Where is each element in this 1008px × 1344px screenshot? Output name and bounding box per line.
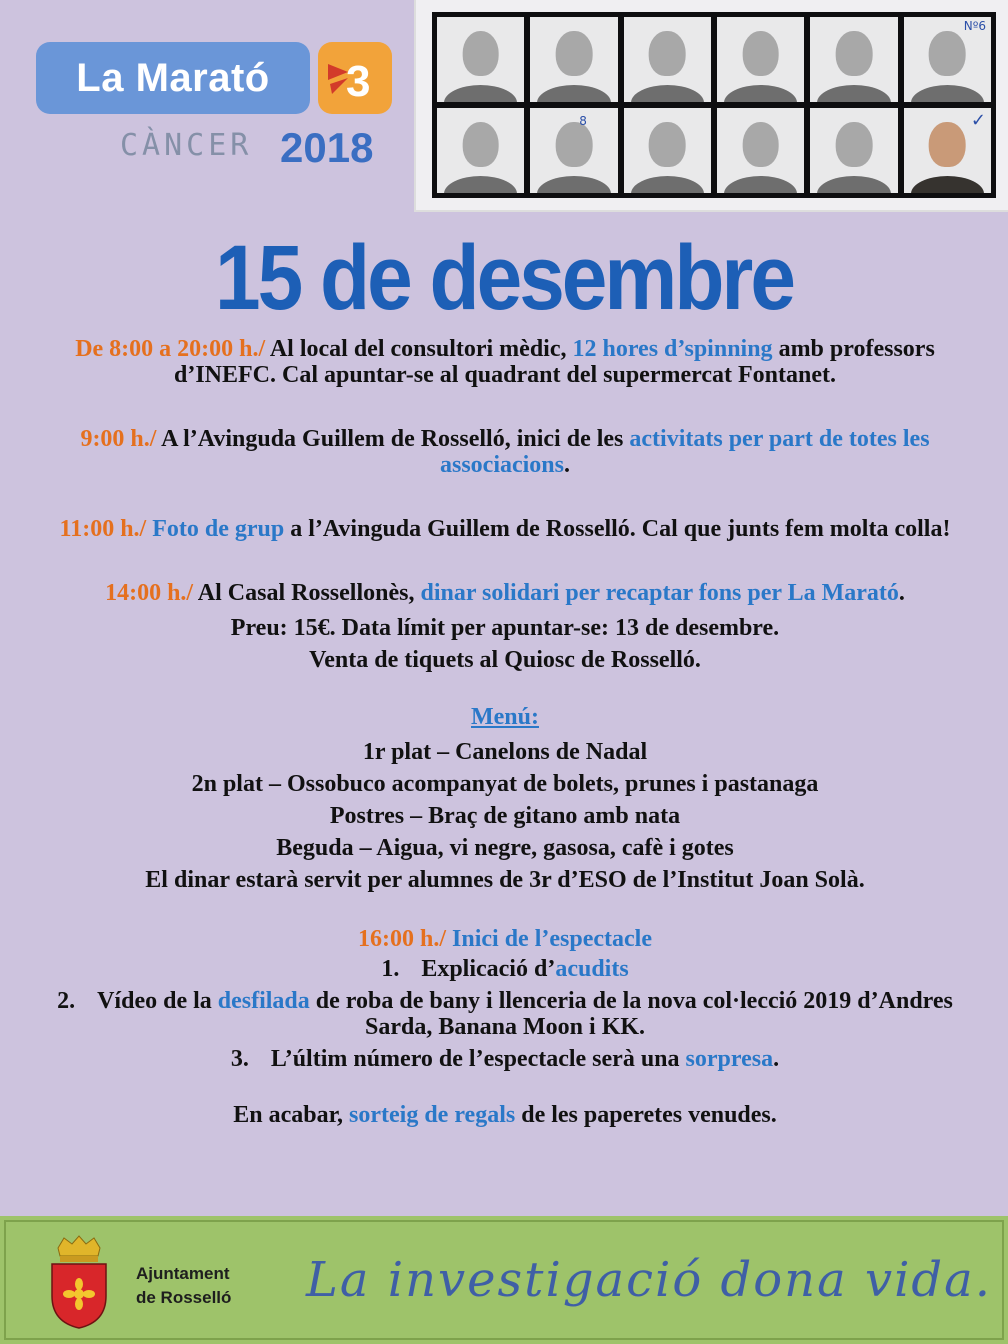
show-item-number: 3.	[230, 1046, 249, 1072]
event-group-photo	[50, 516, 960, 542]
show-heading	[50, 924, 960, 954]
show-section	[50, 924, 960, 1074]
event-highlight: activitats per part de totes les associacions	[439, 426, 930, 478]
portrait-grid	[432, 12, 996, 198]
campaign-category: CÀNCER	[120, 128, 253, 163]
menu-item: 2n plat – Ossobuco acompanyat de bolets, prunes i pastanaga	[191, 771, 819, 797]
show-item-text: de roba de bany i llenceria de la nova col·lecció 2019 d’Andres Sarda, Banana Moon i KK.	[309, 988, 953, 1040]
coat-of-arms-icon	[48, 1234, 110, 1330]
show-title: Inici de l’espectacle	[446, 926, 652, 952]
show-item-number: 1.	[381, 956, 400, 982]
show-item-highlight: sorpresa	[685, 1046, 774, 1072]
program-content	[50, 336, 960, 1128]
event-highlight: dinar solidari per recaptar fons per La Marató	[420, 580, 899, 606]
show-item	[50, 954, 960, 984]
event-text: Al local del consultori mèdic,	[265, 336, 573, 362]
town-council-line: de Rosselló	[136, 1288, 232, 1307]
event-text: amb professors d’INEFC. Cal apuntar-se al quadrant del supermercat Fontanet.	[173, 336, 935, 388]
portrait-photo	[810, 17, 897, 102]
event-text: A l’Avinguda Guillem de Rosselló, inici de les	[156, 426, 630, 452]
tv3-logo	[318, 42, 392, 114]
closing-text: En acabar,	[233, 1102, 350, 1128]
photo-mark: Nº6	[963, 19, 986, 33]
campaign-year: 2018	[280, 124, 374, 171]
show-item-number: 2.	[57, 988, 76, 1014]
event-text: .	[898, 580, 905, 606]
footer-banner	[0, 1216, 1008, 1344]
menu-title: Menú:	[471, 704, 539, 730]
closing-highlight: sorteig de regals	[349, 1102, 516, 1128]
event-time: 11:00 h./	[59, 516, 147, 542]
show-time: 16:00 h./	[358, 926, 447, 952]
show-item-text: Vídeo de la	[97, 988, 218, 1014]
portrait-photo-strip	[414, 0, 1008, 212]
menu-item: 1r plat – Canelons de Nadal	[362, 739, 648, 765]
portrait-photo	[810, 108, 897, 193]
event-spinning	[50, 336, 960, 388]
town-council-name	[136, 1262, 231, 1310]
show-item-text: .	[773, 1046, 780, 1072]
show-item	[50, 1044, 960, 1074]
event-highlight: 12 hores d’spinning	[572, 336, 773, 362]
event-highlight: Foto de grup	[152, 516, 285, 542]
menu-item: Postres – Braç de gitano amb nata	[329, 803, 681, 829]
show-item-highlight: desfilada	[217, 988, 310, 1014]
portrait-photo	[437, 17, 524, 102]
show-item-highlight: acudits	[555, 956, 629, 982]
portrait-photo	[624, 17, 711, 102]
event-text: .	[564, 452, 570, 478]
closing-text: de les paperetes venudes.	[515, 1102, 777, 1128]
show-item-text: Explicació d’	[421, 956, 556, 982]
event-text: Al Casal Rossellonès,	[193, 580, 421, 606]
campaign-slogan: La investigació dona vida.	[306, 1252, 993, 1308]
closing-line	[50, 1102, 960, 1128]
event-time: 9:00 h./	[80, 426, 157, 452]
logo-text: La Marató	[76, 55, 270, 100]
event-time: De 8:00 a 20:00 h./	[75, 336, 266, 362]
photo-mark: ✓	[970, 110, 986, 131]
price-line: Preu: 15€. Data límit per apuntar-se: 13 de desembre.	[230, 615, 780, 641]
la-marato-logo	[36, 42, 310, 114]
portrait-photo	[904, 108, 991, 193]
town-council-line: Ajuntament	[136, 1264, 230, 1283]
event-time: 14:00 h./	[105, 580, 194, 606]
photo-mark: 8	[579, 114, 587, 128]
portrait-photo	[904, 17, 991, 102]
tickets-line: Venta de tiquets al Quiosc de Rosselló.	[309, 647, 701, 673]
portrait-photo	[717, 17, 804, 102]
event-date-title: 15 de desembre	[215, 227, 793, 330]
tv3-number: 3	[346, 57, 371, 106]
portrait-photo	[717, 108, 804, 193]
show-item-text: L’últim número de l’espectacle serà una	[270, 1046, 686, 1072]
tv3-logo-icon	[318, 42, 392, 114]
menu-item: Beguda – Aigua, vi negre, gasosa, cafè i gotes	[276, 835, 734, 861]
event-solidarity-lunch	[50, 580, 960, 606]
portrait-photo	[437, 108, 524, 193]
event-text: a l’Avinguda Guillem de Rosselló. Cal que junts fem molta colla!	[284, 516, 951, 542]
portrait-photo	[624, 108, 711, 193]
show-item	[50, 988, 960, 1040]
event-activities	[50, 426, 960, 478]
portrait-photo	[530, 108, 617, 193]
menu-item: El dinar estarà servit per alumnes de 3r d’ESO de l’Institut Joan Solà.	[145, 867, 865, 893]
portrait-photo	[530, 17, 617, 102]
